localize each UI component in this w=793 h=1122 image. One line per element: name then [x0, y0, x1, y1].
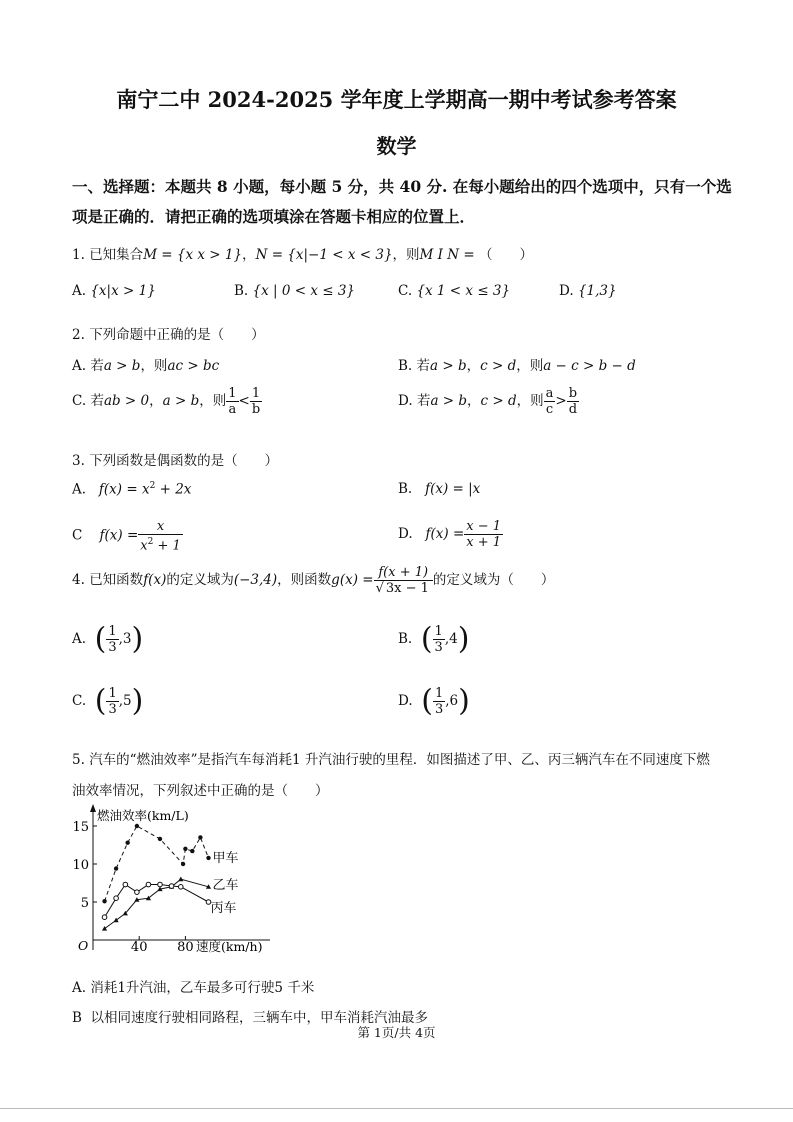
- option-text: 若: [90, 393, 104, 409]
- option-math: a − c > b − d: [543, 358, 636, 374]
- exponent: 2: [149, 481, 156, 491]
- denominator-text: x: [140, 538, 148, 554]
- option-math: c > d: [480, 393, 517, 409]
- q1-option-d[interactable]: [559, 283, 617, 299]
- option-math: a > b: [430, 393, 468, 409]
- series-label: 丙车: [210, 901, 237, 916]
- fraction: [250, 386, 262, 417]
- fraction: [433, 624, 445, 655]
- denominator: 3: [434, 702, 444, 717]
- option-label: A.: [72, 980, 87, 996]
- q4-text: ，则函数: [277, 572, 332, 588]
- denominator: 3: [108, 702, 117, 717]
- option-math: f(x) = |x: [425, 481, 481, 497]
- left-paren: (: [94, 683, 107, 719]
- subject-heading: 数学: [376, 134, 417, 158]
- right-paren: ): [458, 683, 470, 719]
- denominator: 3: [108, 640, 117, 655]
- option-label: B.: [398, 358, 413, 374]
- y-tick-label: 10: [72, 858, 89, 873]
- right-paren: ): [131, 621, 144, 657]
- q4-math: (−3,4): [233, 572, 278, 588]
- fraction: [106, 624, 118, 655]
- option-math: a > b: [430, 358, 467, 374]
- option-math: f(x) =: [425, 526, 465, 542]
- q4-math: g(x) =: [331, 572, 374, 588]
- left-paren: (: [421, 683, 433, 719]
- fraction: [433, 686, 445, 717]
- option-label: C.: [72, 693, 87, 709]
- option-text: ,5: [118, 693, 132, 709]
- q1-option-c[interactable]: [398, 283, 510, 299]
- option-text: {x 1 < x ≤ 3}: [416, 283, 511, 299]
- q2-option-a[interactable]: [72, 354, 219, 374]
- fraction: [106, 686, 118, 717]
- series-line: [105, 879, 209, 928]
- option-text: ,6: [445, 693, 459, 709]
- right-paren: ): [131, 683, 144, 719]
- option-label: C.: [72, 393, 87, 409]
- option-label: A.: [72, 631, 87, 647]
- origin-label: O: [78, 938, 89, 953]
- left-paren: (: [94, 621, 107, 657]
- q4-text: 的定义域为: [166, 572, 234, 588]
- data-point: [114, 866, 118, 870]
- operator: <: [238, 393, 250, 409]
- fraction: [226, 386, 238, 417]
- option-label: A.: [72, 283, 87, 299]
- q4-math: f(x): [143, 572, 167, 588]
- option-math: c > d: [480, 358, 517, 374]
- numerator: 1: [108, 624, 117, 639]
- fraction: [544, 386, 556, 417]
- x-tick-label: 80: [177, 940, 194, 955]
- bottom-divider: [0, 1108, 793, 1109]
- left-paren: (: [420, 621, 433, 657]
- option-text: ，则: [140, 358, 168, 374]
- q1-text-b: ，则: [392, 247, 420, 263]
- chart-marks: [72, 820, 238, 955]
- q4-option-a[interactable]: [72, 621, 144, 657]
- fraction: [374, 565, 433, 596]
- numerator: a: [545, 386, 554, 401]
- data-point: [102, 899, 106, 903]
- y-axis-arrow: [90, 804, 96, 812]
- numerator: 1: [108, 686, 117, 701]
- data-point: [114, 896, 119, 901]
- denominator: b: [251, 402, 261, 417]
- option-text: 以相同速度行驶相同路程，三辆车中，甲车消耗汽油最多: [90, 1010, 429, 1026]
- exponent: 2: [147, 537, 154, 547]
- option-text: ,4: [444, 631, 458, 647]
- q4-option-d[interactable]: [398, 683, 470, 719]
- numerator: b: [568, 386, 578, 401]
- option-math: a > b: [162, 393, 200, 409]
- series-line: [105, 826, 209, 901]
- option-label: A.: [72, 481, 87, 498]
- question-3: [72, 449, 278, 469]
- q4-text: 已知函数: [89, 572, 144, 588]
- denominator-text: x + 1: [466, 535, 502, 550]
- q2-option-d[interactable]: [398, 386, 579, 417]
- q5-text: 汽车的“燃油效率”是指汽车每消耗1 升汽油行驶的里程．如图描述了甲、乙、丙三辆汽车在不同速度下燃: [89, 752, 710, 768]
- numerator: 1: [228, 386, 237, 401]
- option-text: 若: [416, 358, 431, 374]
- numerator: [464, 519, 503, 535]
- q3-option-c[interactable]: [72, 519, 183, 553]
- q1-option-b[interactable]: [234, 283, 355, 299]
- denominator: a: [228, 402, 237, 417]
- numerator: 1: [434, 624, 443, 639]
- numerator: 1: [250, 386, 262, 402]
- data-point: [178, 885, 183, 890]
- operator: >: [555, 393, 567, 409]
- option-label: B: [72, 1010, 82, 1026]
- question-5-line-2: 油效率情况，下列叙述中正确的是（ ）: [72, 783, 329, 799]
- option-text: {x|x > 1}: [90, 283, 156, 299]
- denominator: [138, 535, 183, 553]
- q5-number: 5.: [72, 752, 85, 768]
- data-point: [190, 849, 194, 853]
- option-label: D.: [559, 283, 574, 299]
- q3-option-b[interactable]: [398, 481, 480, 497]
- denominator: c: [545, 402, 554, 417]
- q3-option-d[interactable]: [398, 519, 503, 550]
- denominator: 3: [434, 640, 443, 655]
- numerator-text: x − 1: [466, 519, 502, 534]
- option-label: A.: [72, 358, 87, 374]
- option-text: 若: [416, 393, 431, 409]
- option-math: ab > 0: [103, 393, 150, 409]
- question-2: [72, 323, 265, 343]
- q1-option-a[interactable]: [72, 283, 156, 299]
- option-math: + 2x: [155, 481, 192, 498]
- q1-text-a: 已知集合: [89, 247, 144, 263]
- x-tick-label: 40: [130, 940, 148, 955]
- data-point: [135, 824, 139, 828]
- data-point: [206, 856, 210, 860]
- q3-text: 下列函数是偶函数的是（ ）: [89, 453, 279, 469]
- q4-option-b[interactable]: [398, 621, 470, 657]
- series-line: [105, 885, 209, 918]
- data-point: [178, 877, 183, 882]
- q4-text: 的定义域为（ ）: [432, 572, 555, 588]
- option-math: ac > bc: [167, 358, 220, 374]
- data-point: [158, 882, 163, 887]
- fraction: [138, 519, 183, 553]
- numerator: [374, 565, 433, 581]
- chart-axes: [90, 804, 270, 950]
- q1-paren: （ ）: [479, 247, 533, 263]
- q5-option-a[interactable]: [72, 976, 314, 996]
- page-title: 南宁二中 2024-2025 学年度上学期高一期中考试参考答案: [116, 87, 677, 112]
- option-math: f(x) =: [99, 527, 139, 544]
- data-point: [183, 847, 187, 851]
- q1-number: 1.: [72, 247, 85, 263]
- q1-set-n: N = {x|−1 < x < 3}: [255, 247, 393, 263]
- q2-option-b[interactable]: [398, 354, 636, 374]
- data-point: [123, 882, 128, 887]
- fraction: [567, 386, 579, 417]
- q2-option-c[interactable]: [72, 386, 262, 417]
- option-math: f(x) = x: [98, 481, 150, 498]
- radicand: 3x − 1: [385, 581, 429, 596]
- denominator: √ 3x − 1: [375, 581, 429, 596]
- series-label: 乙车: [212, 877, 239, 893]
- q3-option-a[interactable]: [72, 481, 191, 498]
- data-point: [181, 862, 185, 866]
- data-point: [102, 915, 107, 920]
- question-1: [72, 243, 533, 263]
- option-label: D.: [398, 393, 413, 409]
- q4-number: 4.: [72, 572, 85, 588]
- option-text: ，则: [516, 358, 544, 374]
- x-axis-label: 速度(km/h): [196, 939, 263, 954]
- question-5-line-1: [72, 748, 710, 768]
- y-tick-label: 5: [80, 896, 89, 911]
- option-text: {x | 0 < x ≤ 3}: [252, 283, 356, 299]
- option-text: 消耗1升汽油，乙车最多可行驶5 千米: [90, 980, 315, 996]
- denominator: d: [568, 402, 578, 417]
- data-point: [125, 841, 129, 845]
- data-point: [169, 884, 174, 889]
- section-heading: 一、选择题：本题共 8 小题，每小题 5 分，共 40 分. 在每小题给出的四个选项中，只有一个选项是正确的．请把正确的选项填涂在答题卡相应的位置上．: [72, 177, 732, 226]
- option-label: B.: [398, 631, 413, 647]
- option-label: B.: [398, 481, 413, 497]
- page-footer: 第 1页/共 4页: [357, 1025, 436, 1040]
- y-axis-label: 燃油效率(km/L): [97, 808, 189, 823]
- q3-number: 3.: [72, 453, 85, 469]
- q4-option-c[interactable]: [72, 683, 144, 719]
- option-text: ，: [149, 393, 163, 409]
- data-point: [135, 890, 140, 895]
- denominator-text: + 1: [153, 538, 181, 554]
- q2-number: 2.: [72, 327, 85, 343]
- option-text: ,3: [118, 631, 132, 647]
- y-tick-label: 15: [72, 820, 89, 835]
- option-text: 若: [90, 358, 104, 374]
- option-label: B.: [234, 283, 249, 299]
- denominator: [464, 535, 503, 550]
- question-4: [72, 565, 554, 596]
- q2-text: 下列命题中正确的是（ ）: [89, 327, 265, 343]
- numerator-text: f(x + 1): [378, 565, 429, 580]
- fuel-efficiency-chart: [70, 800, 290, 960]
- option-label: D.: [398, 526, 413, 542]
- option-label: C: [72, 527, 83, 544]
- fraction: [464, 519, 503, 550]
- option-math: a > b: [103, 358, 141, 374]
- right-paren: ): [457, 621, 470, 657]
- numerator-text: x: [156, 519, 165, 534]
- data-point: [158, 837, 162, 841]
- numerator: 1: [434, 686, 444, 701]
- q1-separator: ，: [242, 247, 256, 263]
- q1-expression: M I N =: [419, 247, 475, 263]
- option-text: {1,3}: [577, 283, 617, 299]
- q1-set-m: M = {x x > 1}: [143, 247, 243, 263]
- option-text: ，则: [199, 393, 227, 409]
- option-text: ，则: [516, 393, 544, 409]
- data-point: [198, 835, 202, 839]
- numerator: [138, 519, 183, 535]
- series-label: 甲车: [212, 850, 239, 866]
- option-text: ，: [467, 393, 481, 409]
- data-point: [146, 882, 151, 887]
- option-text: ，: [466, 358, 481, 374]
- option-label: C.: [398, 283, 413, 299]
- option-label: D.: [398, 693, 413, 709]
